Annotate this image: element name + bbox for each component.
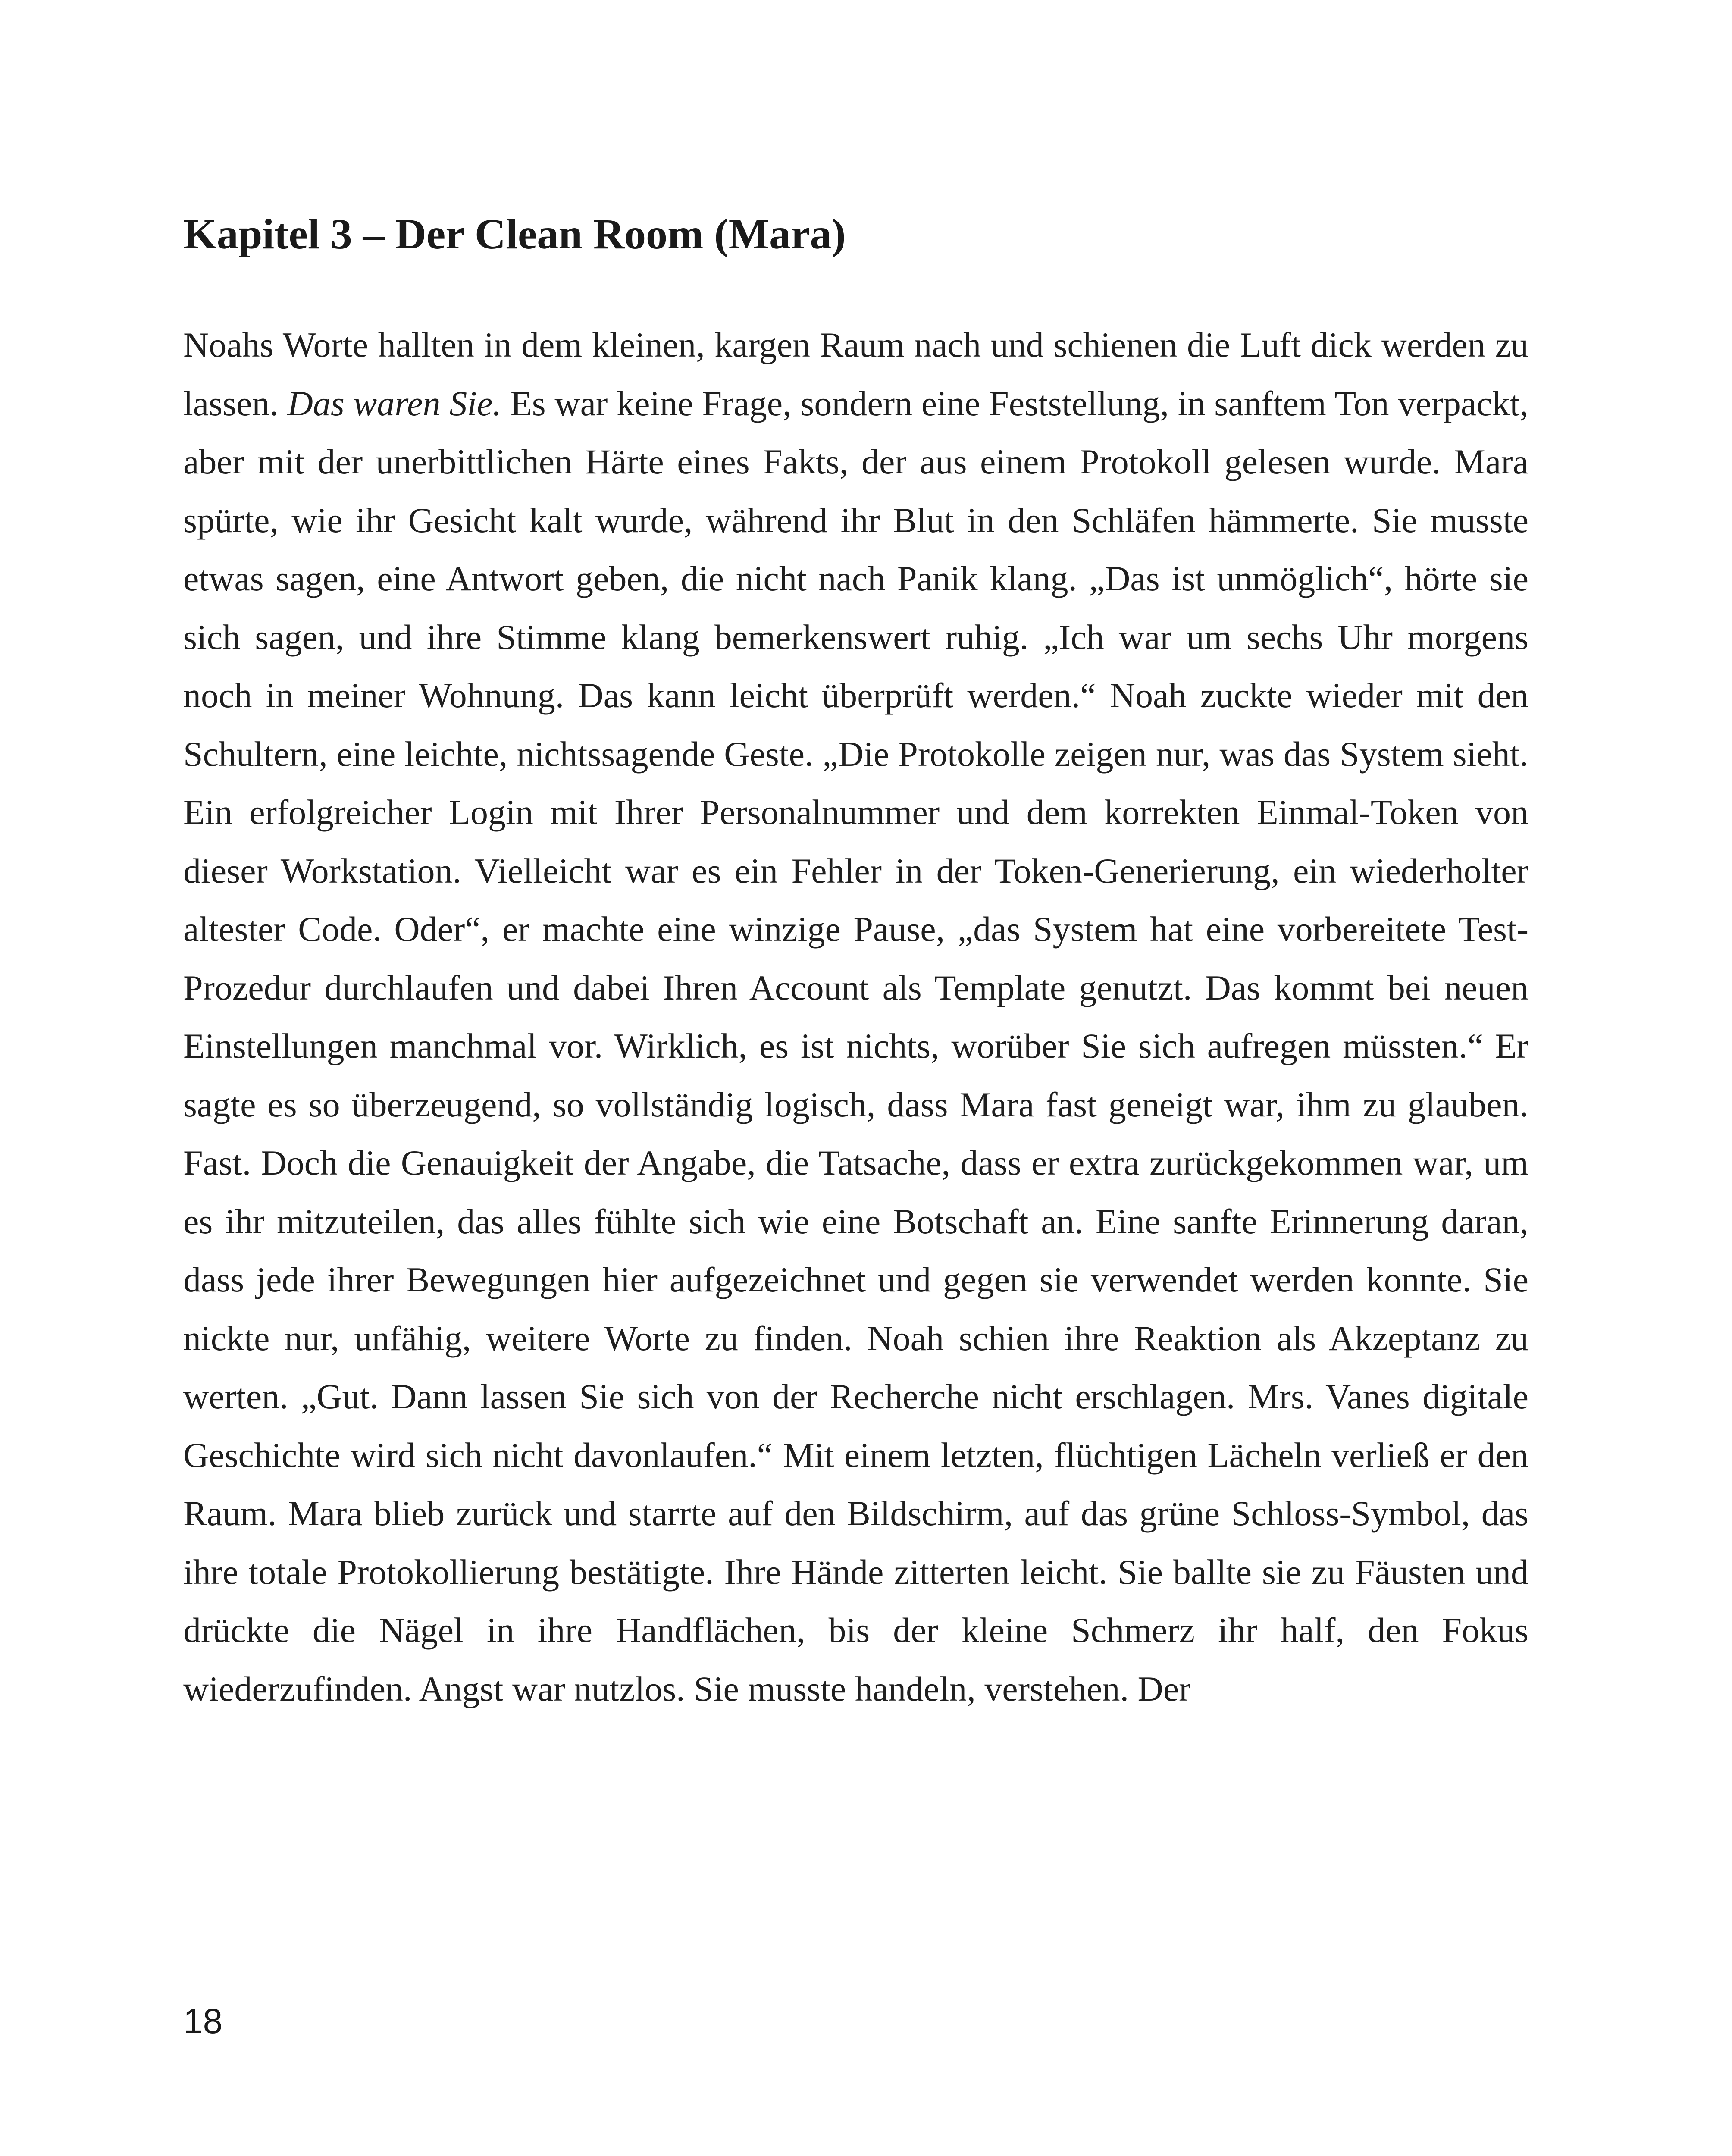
italic-quote: Das waren Sie. [287,383,501,423]
chapter-body-paragraph [183,316,1528,1718]
page-number: 18 [183,2002,223,2041]
chapter-heading: Kapitel 3 – Der Clean Room (Mara) [183,210,846,258]
body-text-rest: Es war keine Frage, sondern eine Feststellung, in sanftem Ton verpackt, aber mit der unerbittlichen Härte eines Fakts, der aus einem Protokoll gelesen wurde. Mara spürte, wie ihr Gesicht kalt wurde, während ihr Blut in den Schläfen hämmerte. Sie musste etwas sagen, eine Antwort geben, die nicht nach Panik klang. „Das ist unmöglich“, hörte sie sich sagen, und ihre Stimme klang bemerkenswert ruhig. „Ich war um sechs Uhr morgens noch in meiner Wohnung. Das kann leicht überprüft werden.“ Noah zuckte wieder mit den Schultern, eine leichte, nichtssagende Geste. „Die Protokolle zeigen nur, was das System sieht. Ein erfolgreicher Login mit Ihrer Personalnummer und dem korrekten Einmal-Token von dieser Workstation. Vielleicht war es ein Fehler in der Token-Generierung, ein wiederholter altester Code. Oder“, er machte eine winzige Pause, „das System hat eine vorbereitete Test-Prozedur durchlaufen und dabei Ihren Account als Template genutzt. Das kommt bei neuen Einstellungen manchmal vor. Wirklich, es ist nichts, worüber Sie sich aufregen müssten.“ Er sagte es so überzeugend, so vollständig logisch, dass Mara fast geneigt war, ihm zu glauben. Fast. Doch die Genauigkeit der Angabe, die Tatsache, dass er extra zurückgekommen war, um es ihr mitzuteilen, das alles fühlte sich wie eine Botschaft an. Eine sanfte Erinnerung daran, dass jede ihrer Bewegungen hier aufgezeichnet und gegen sie verwendet werden konnte. Sie nickte nur, unfähig, weitere Worte zu finden. Noah schien ihre Reaktion als Akzeptanz zu werten. „Gut. Dann lassen Sie sich von der Recherche nicht erschlagen. Mrs. Vanes digitale Geschichte wird sich nicht davonlaufen.“ Mit einem letzten, flüchtigen Lächeln verließ er den Raum. Mara blieb zurück und starrte auf den Bildschirm, auf das grüne Schloss-Symbol, das ihre totale Protokollierung bestätigte. Ihre Hände zitterten leicht. Sie ballte sie zu Fäusten und drückte die Nägel in ihre Handflächen, bis der kleine Schmerz ihr half, den Fokus wiederzufinden. Angst war nutzlos. Sie musste handeln, verstehen. Der [183,383,1528,1708]
body-text-start: Noahs Worte hallten in dem kleinen, kargen Raum nach und schienen die Luft dick werden zu lassen. [183,325,1528,423]
